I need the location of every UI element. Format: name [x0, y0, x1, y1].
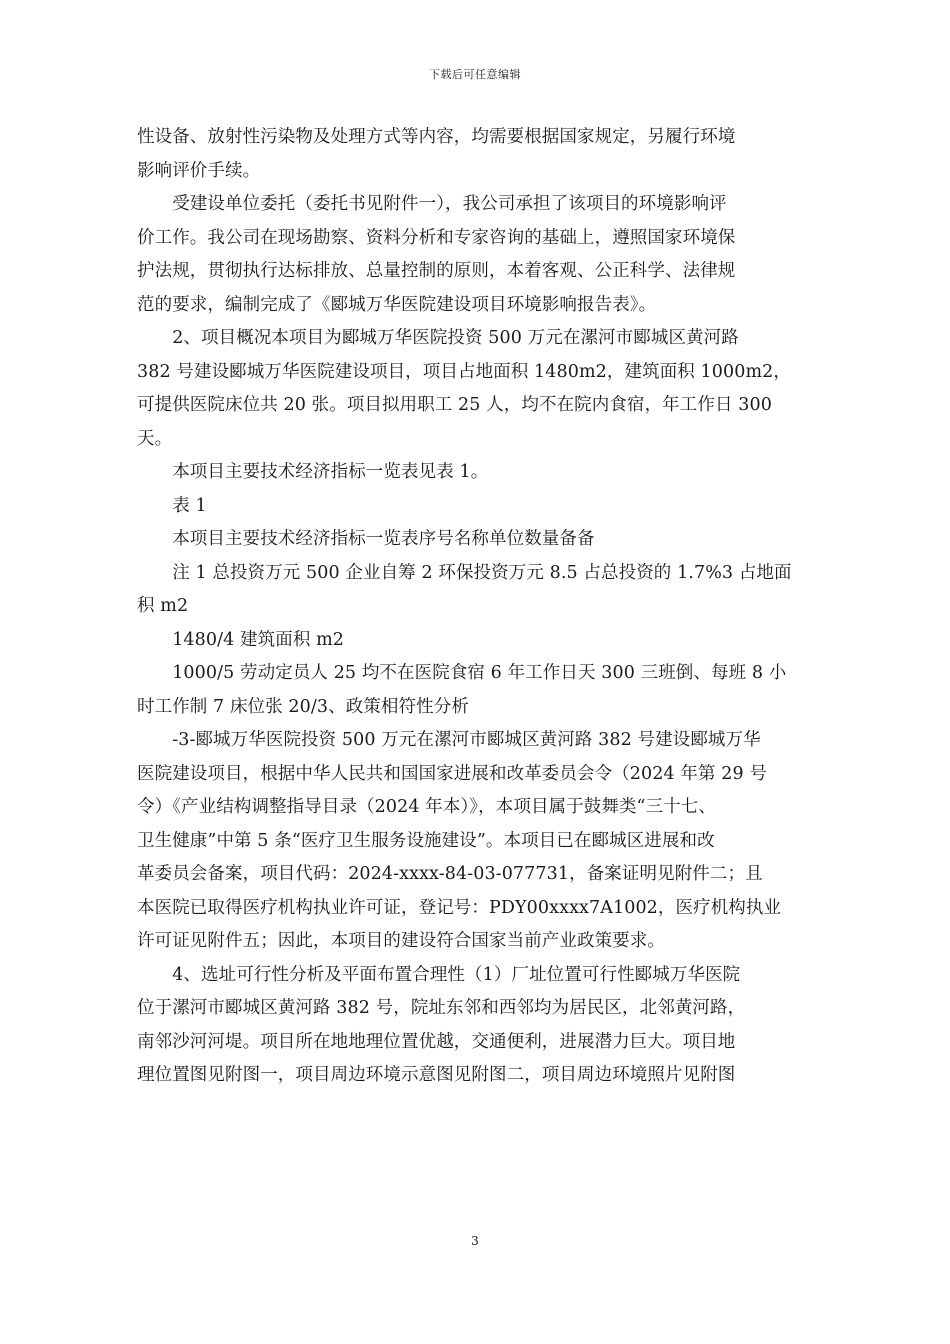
text-line: 可提供医院床位共 20 张。项目拟用职工 25 人，均不在院内食宿，年工作日 300 — [137, 395, 772, 415]
text-line: 382 号建设郾城万华医院建设项目，项目占地面积 1480m2，建筑面积 1000m2， — [137, 361, 792, 382]
text-line: 本项目主要技术经济指标一览表见表 1。 — [137, 462, 489, 482]
text-line: 本项目主要技术经济指标一览表序号名称单位数量备备 — [137, 529, 595, 549]
text-line: 影响评价手续。 — [137, 160, 261, 181]
text-line: 本医院已取得医疗机构执业许可证，登记号：PDY00xxxx7A1002，医疗机构执业 — [137, 897, 782, 918]
text-line: 护法规，贯彻执行达标排放、总量控制的原则，本着客观、公正科学、法律规 — [137, 261, 736, 281]
text-line: 天。 — [137, 428, 173, 449]
text-line: 受建设单位委托（委托书见附件一），我公司承担了该项目的环境影响评 — [137, 194, 727, 214]
page-header: 下载后可任意编辑 — [429, 68, 521, 81]
text-line: 性设备、放射性污染物及处理方式等内容，均需要根据国家规定，另履行环境 — [137, 127, 736, 147]
text-line: 1000/5 劳动定员人 25 均不在医院食宿 6 年工作日天 300 三班倒、每班 8 小 — [137, 663, 787, 683]
text-line: 时工作制 7 床位张 20/3、政策相符性分析 — [137, 696, 469, 717]
text-line: 1480/4 建筑面积 m2 — [137, 629, 345, 650]
text-line: 许可证见附件五；因此，本项目的建设符合国家当前产业政策要求。 — [137, 931, 665, 951]
document-body — [137, 121, 813, 1093]
text-line: 卫生健康”中第 5 条“医疗卫生服务设施建设”。本项目已在郾城区进展和改 — [137, 830, 715, 851]
text-line: 革委员会备案，项目代码：2024-xxxx-84-03-077731，备案证明见附件二；且 — [137, 864, 763, 884]
text-line: 注 1 总投资万元 500 企业自筹 2 环保投资万元 8.5 占总投资的 1.7%3 占地面 — [137, 562, 792, 583]
text-line: 积 m2 — [137, 596, 189, 616]
text-line: 位于漯河市郾城区黄河路 382 号，院址东邻和西邻均为居民区，北邻黄河路， — [137, 998, 746, 1018]
text-line: 4、选址可行性分析及平面布置合理性（1）厂址位置可行性郾城万华医院 — [137, 964, 741, 985]
text-line: 南邻沙河河堤。项目所在地地理位置优越，交通便利，进展潜力巨大。项目地 — [137, 1031, 736, 1052]
text-line: 医院建设项目，根据中华人民共和国国家进展和改革委员会令（2024 年第 29 号 — [137, 763, 767, 784]
text-line: 表 1 — [137, 495, 207, 516]
text-line: 价工作。我公司在现场勘察、资料分析和专家咨询的基础上，遵照国家环境保 — [137, 227, 736, 248]
text-line: 令）《产业结构调整指导目录（2024 年本）》，本项目属于鼓舞类“三十七、 — [137, 797, 716, 817]
text-line: 范的要求，编制完成了《郾城万华医院建设项目环境影响报告表》。 — [137, 294, 657, 315]
text-line: 2、项目概况本项目为郾城万华医院投资 500 万元在漯河市郾城区黄河路 — [137, 328, 739, 348]
page-number: 3 — [471, 1234, 479, 1248]
text-line: 理位置图见附图一，项目周边环境示意图见附图二，项目周边环境照片见附图 — [137, 1065, 736, 1085]
text-line: -3-郾城万华医院投资 500 万元在漯河市郾城区黄河路 382 号建设郾城万华 — [137, 730, 761, 750]
